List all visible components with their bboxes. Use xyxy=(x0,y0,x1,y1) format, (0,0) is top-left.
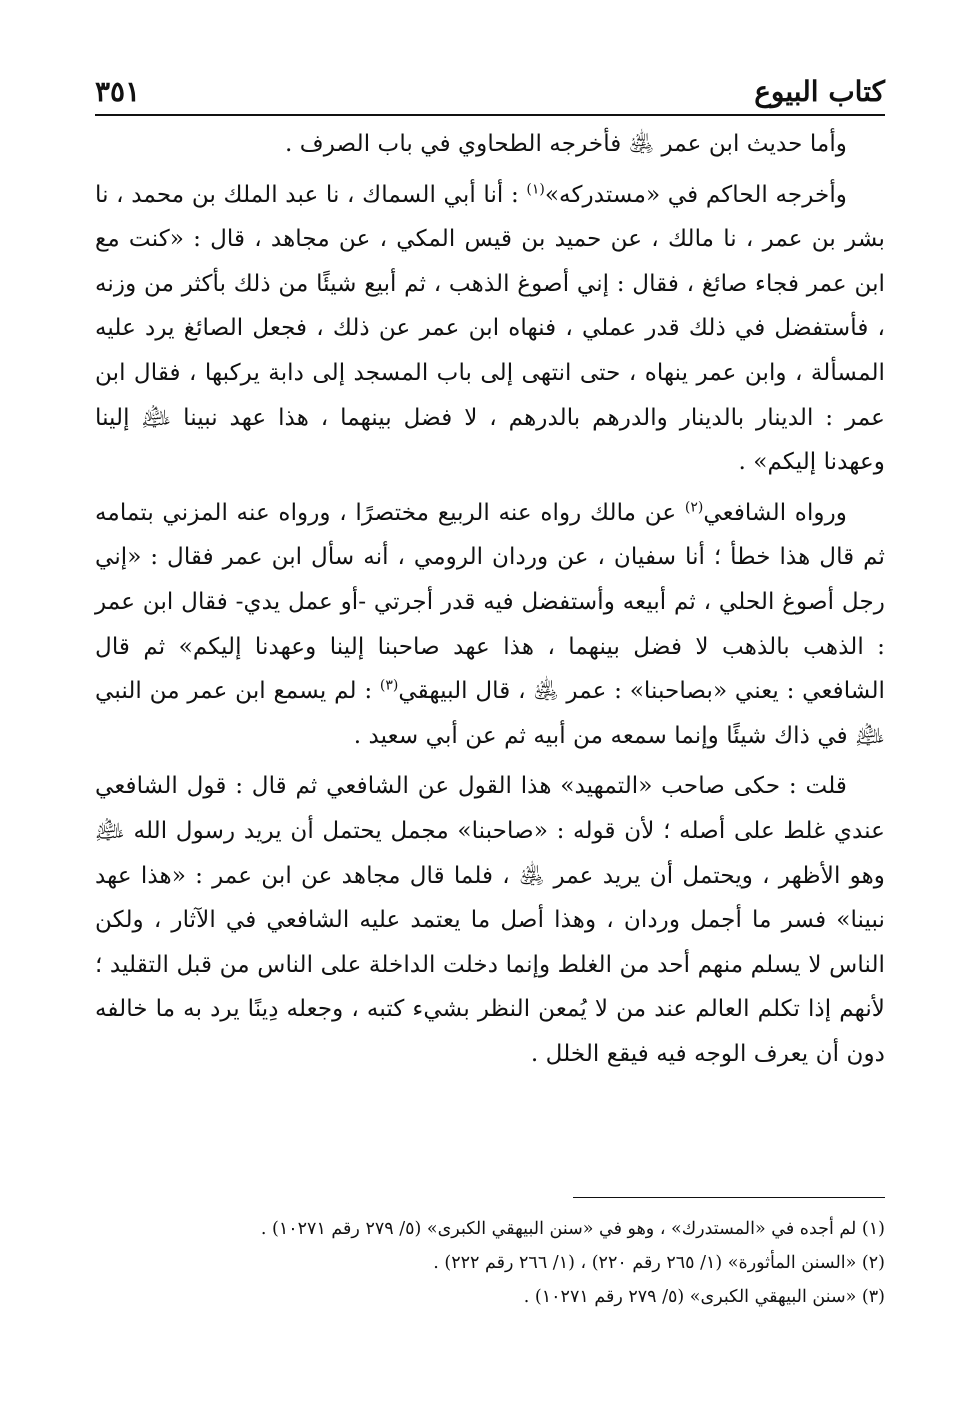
footnote-ref-2[interactable]: (٢) xyxy=(684,499,704,516)
footnote-2: (٢) «السنن المأثورة» (١/ ٢٦٥ رقم ٢٢٠) ، (١/ ٢٦٦ رقم ٢٢٢) . xyxy=(433,1253,885,1273)
paragraph-3-part-b: عن مالك رواه عنه الربيع مختصرًا ، ورواه عنه المزني بتمامه ثم قال هذا خطأ ؛ أنا سفيان ، عن وردان الرومي ، أنه سأل ابن عمر فقال : «إني رجل أصوغ الحلي ، ثم أبيعه وأستفضل فيه قدر أجرتي -أو عمل يدي- فقال ابن عمر : الذهب بالذهب لا فضل بينهما ، هذا عهد صاحبنا إلينا وعهدنا إليكم» ثم قال الشافعي : يعني «بصاحبنا» : عمر ﵁ ، قال البيهقي xyxy=(95,498,885,705)
paragraph-2-part-a: وأخرجه الحاكم في «مستدركه» xyxy=(544,180,847,208)
footnote-ref-3[interactable]: (٣) xyxy=(379,677,399,694)
paragraph-4: قلت : حكى صاحب «التمهيد» هذا القول عن الشافعي ثم قال : قول الشافعي عندي غلط على أصله ؛ لأن قوله : «صاحبنا» مجمل يحتمل أن يريد رسول الله ﵇ وهو الأظهر ، ويحتمل أن يريد عمر ﵁ ، فلما قال مجاهد عن ابن عمر : «هذا عهد نبينا» فسر ما أجمل وردان ، وهذا أصل ما يعتمد عليه الشافعي في الآثار ، ولكن الناس لا يسلم منهم أحد من الغلط وإنما دخلت الداخلة على الناس من قبل التقليد ؛ لأنهم إذا تكلم العالم عند من لا يُمعن النظر بشيء كتبه ، وجعله دِينًا يرد به ما خالفه دون أن يعرف الوجه فيه فيقع الخلل . xyxy=(95,772,885,1067)
footnote-ref-1[interactable]: (١) xyxy=(526,180,545,197)
paragraph-3-part-c: : لم يسمع ابن عمر من النبي ﵇ في ذاك شيئًا وإنما سمعه من أبيه ثم عن أبي سعيد . xyxy=(95,677,885,749)
footnote-1: (١) لم أجده في «المستدرك» ، وهو في «سنن البيهقي الكبرى» (٥/ ٢٧٩ رقم ١٠٢٧١) . xyxy=(260,1219,885,1239)
paragraph-3-part-a: ورواه الشافعي xyxy=(703,498,847,526)
paragraph-1: وأما حديث ابن عمر ﵁ فأخرجه الطحاوي في باب الصرف . xyxy=(284,130,847,157)
page-header xyxy=(95,58,885,116)
footnote-3: (٣) «سنن البيهقي الكبرى» (٥/ ٢٧٩ رقم ١٠٢٧١) . xyxy=(523,1287,885,1307)
paragraph-2-part-b: : أنا أبي السماك ، نا عبد الملك بن محمد ، نا بشر بن عمر ، نا مالك ، عن حميد بن قيس المكي ، عن مجاهد ، قال : «كنت مع ابن عمر فجاء صائغ ، فقال : إني أصوغ الذهب ، ثم أبيع شيئًا من ذلك بأكثر من وزنه ، فأستفضل في ذلك قدر عملي ، فنهاه ابن عمر عن ذلك ، فجعل الصائغ يرد عليه المسألة ، وابن عمر ينهاه ، حتى انتهى إلى باب المسجد إلى دابة يركبها ، فقال ابن عمر : الدينار بالدينار والدرهم بالدرهم ، لا فضل بينهما ، هذا عهد نبينا ﵇ إلينا وعهدنا إليكم» . xyxy=(95,180,885,476)
footnote-divider xyxy=(573,1197,885,1198)
running-head: كتاب البيوع xyxy=(754,75,885,108)
main-text xyxy=(95,122,885,1082)
footnotes xyxy=(95,1212,885,1314)
page-number: ٣٥١ xyxy=(95,75,141,108)
paragraph-3 xyxy=(95,491,885,759)
paragraph-2 xyxy=(95,173,885,485)
